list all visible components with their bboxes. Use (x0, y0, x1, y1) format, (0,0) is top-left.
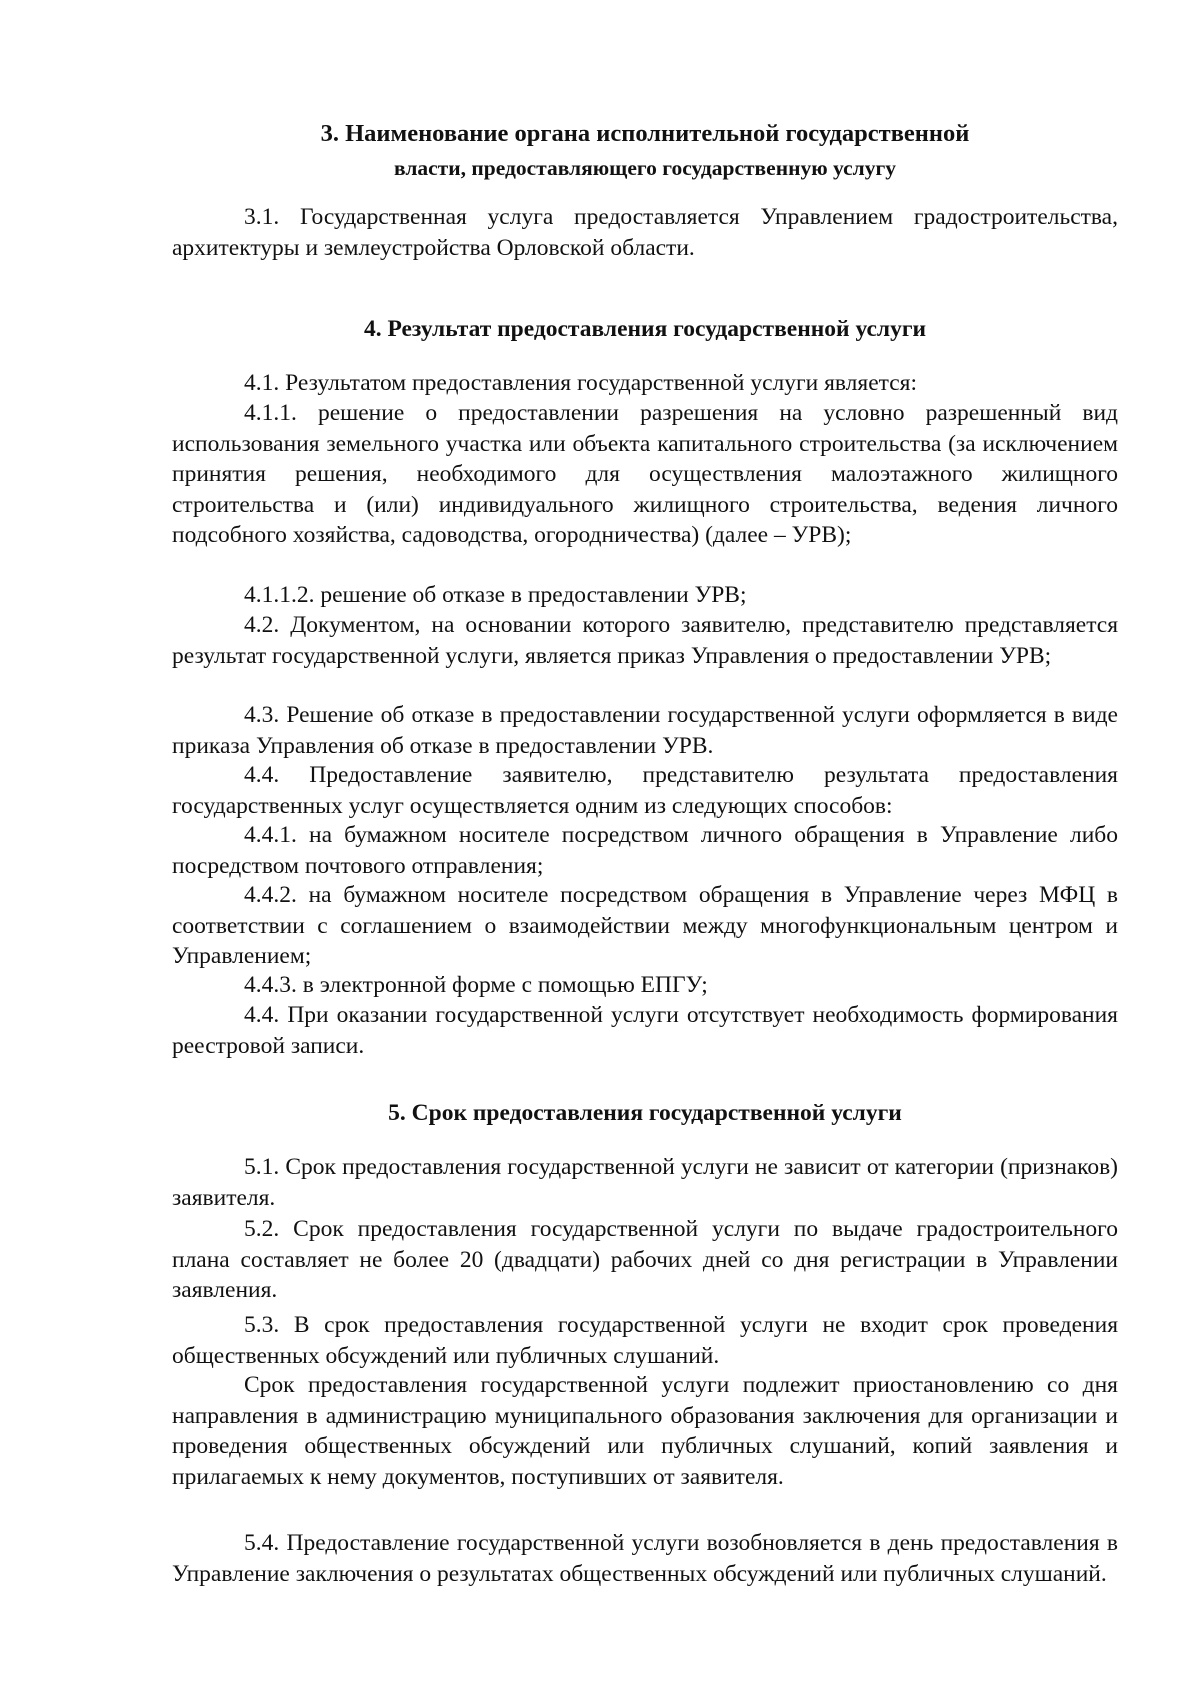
paragraph-4-1-1: 4.1.1. решение о предоставлении разрешения на условно разрешенный вид использования земельного участка или объекта капитального строительства (за исключением принятия решения, необходимого для осуществления малоэтажного жилищного строительства и (или) индивидуального жилищного строительства, ведения личного подсобного хозяйства, садоводства, огородничества) (далее – УРВ); (172, 400, 1118, 549)
section-3-heading-line-2: власти, предоставляющего государственную услугу (394, 156, 896, 180)
paragraph-4-4: 4.4. Предоставление заявителю, представителю результата предоставления государственных услуг осуществляется одним из следующих способов: (172, 762, 1118, 819)
paragraph-4-1: 4.1. Результатом предоставления государственной услуги является: (244, 370, 917, 396)
paragraph-4-1-1-2: 4.1.1.2. решение об отказе в предоставлении УРВ; (244, 582, 747, 608)
section-5-heading: 5. Срок предоставления государственной услуги (388, 1100, 902, 1126)
paragraph-5-1: 5.1. Срок предоставления государственной услуги не зависит от категории (признаков) заявителя. (172, 1154, 1118, 1211)
paragraph-5-2: 5.2. Срок предоставления государственной услуги по выдаче градостроительного плана составляет не более 20 (двадцати) рабочих дней со дня регистрации в Управлении заявления. (172, 1216, 1118, 1304)
paragraph-4-3: 4.3. Решение об отказе в предоставлении государственной услуги оформляется в виде приказа Управления об отказе в предоставлении УРВ. (172, 702, 1118, 759)
paragraph-4-4-2: 4.4.2. на бумажном носителе посредством обращения в Управление через МФЦ в соответствии с соглашением о взаимодействии между многофункциональным центром и Управлением; (172, 882, 1118, 970)
section-3-heading (170, 117, 1120, 185)
paragraph-5-4: 5.4. Предоставление государственной услуги возобновляется в день предоставления в Управление заключения о результатах общественных обсуждений или публичных слушаний. (172, 1530, 1118, 1587)
section-4-heading: 4. Результат предоставления государственной услуги (363, 316, 927, 342)
paragraph-4-4-1: 4.4.1. на бумажном носителе посредством личного обращения в Управление либо посредством почтового отправления; (172, 822, 1118, 879)
paragraph-5-3-b: Срок предоставления государственной услуги подлежит приостановлению со дня направления в администрацию муниципального образования заключения для организации и проведения общественных обсуждений или публичных слушаний, копий заявления и прилагаемых к нему документов, поступивших от заявителя. (172, 1372, 1118, 1490)
paragraph-3-1: 3.1. Государственная услуга предоставляется Управлением градостроительства, архитектуры и землеустройства Орловской области. (172, 204, 1118, 261)
paragraph-4-4-b: 4.4. При оказании государственной услуги отсутствует необходимость формирования реестровой записи. (172, 1002, 1118, 1059)
paragraph-4-4-3: 4.4.3. в электронной форме с помощью ЕПГУ; (244, 972, 708, 998)
section-3-heading-line-1: 3. Наименование органа исполнительной государственной (320, 120, 970, 147)
paragraph-4-2: 4.2. Документом, на основании которого заявителю, представителю представляется результат государственной услуги, является приказ Управления о предоставлении УРВ; (172, 612, 1118, 669)
paragraph-5-3: 5.3. В срок предоставления государственной услуги не входит срок проведения общественных обсуждений или публичных слушаний. (172, 1312, 1118, 1369)
